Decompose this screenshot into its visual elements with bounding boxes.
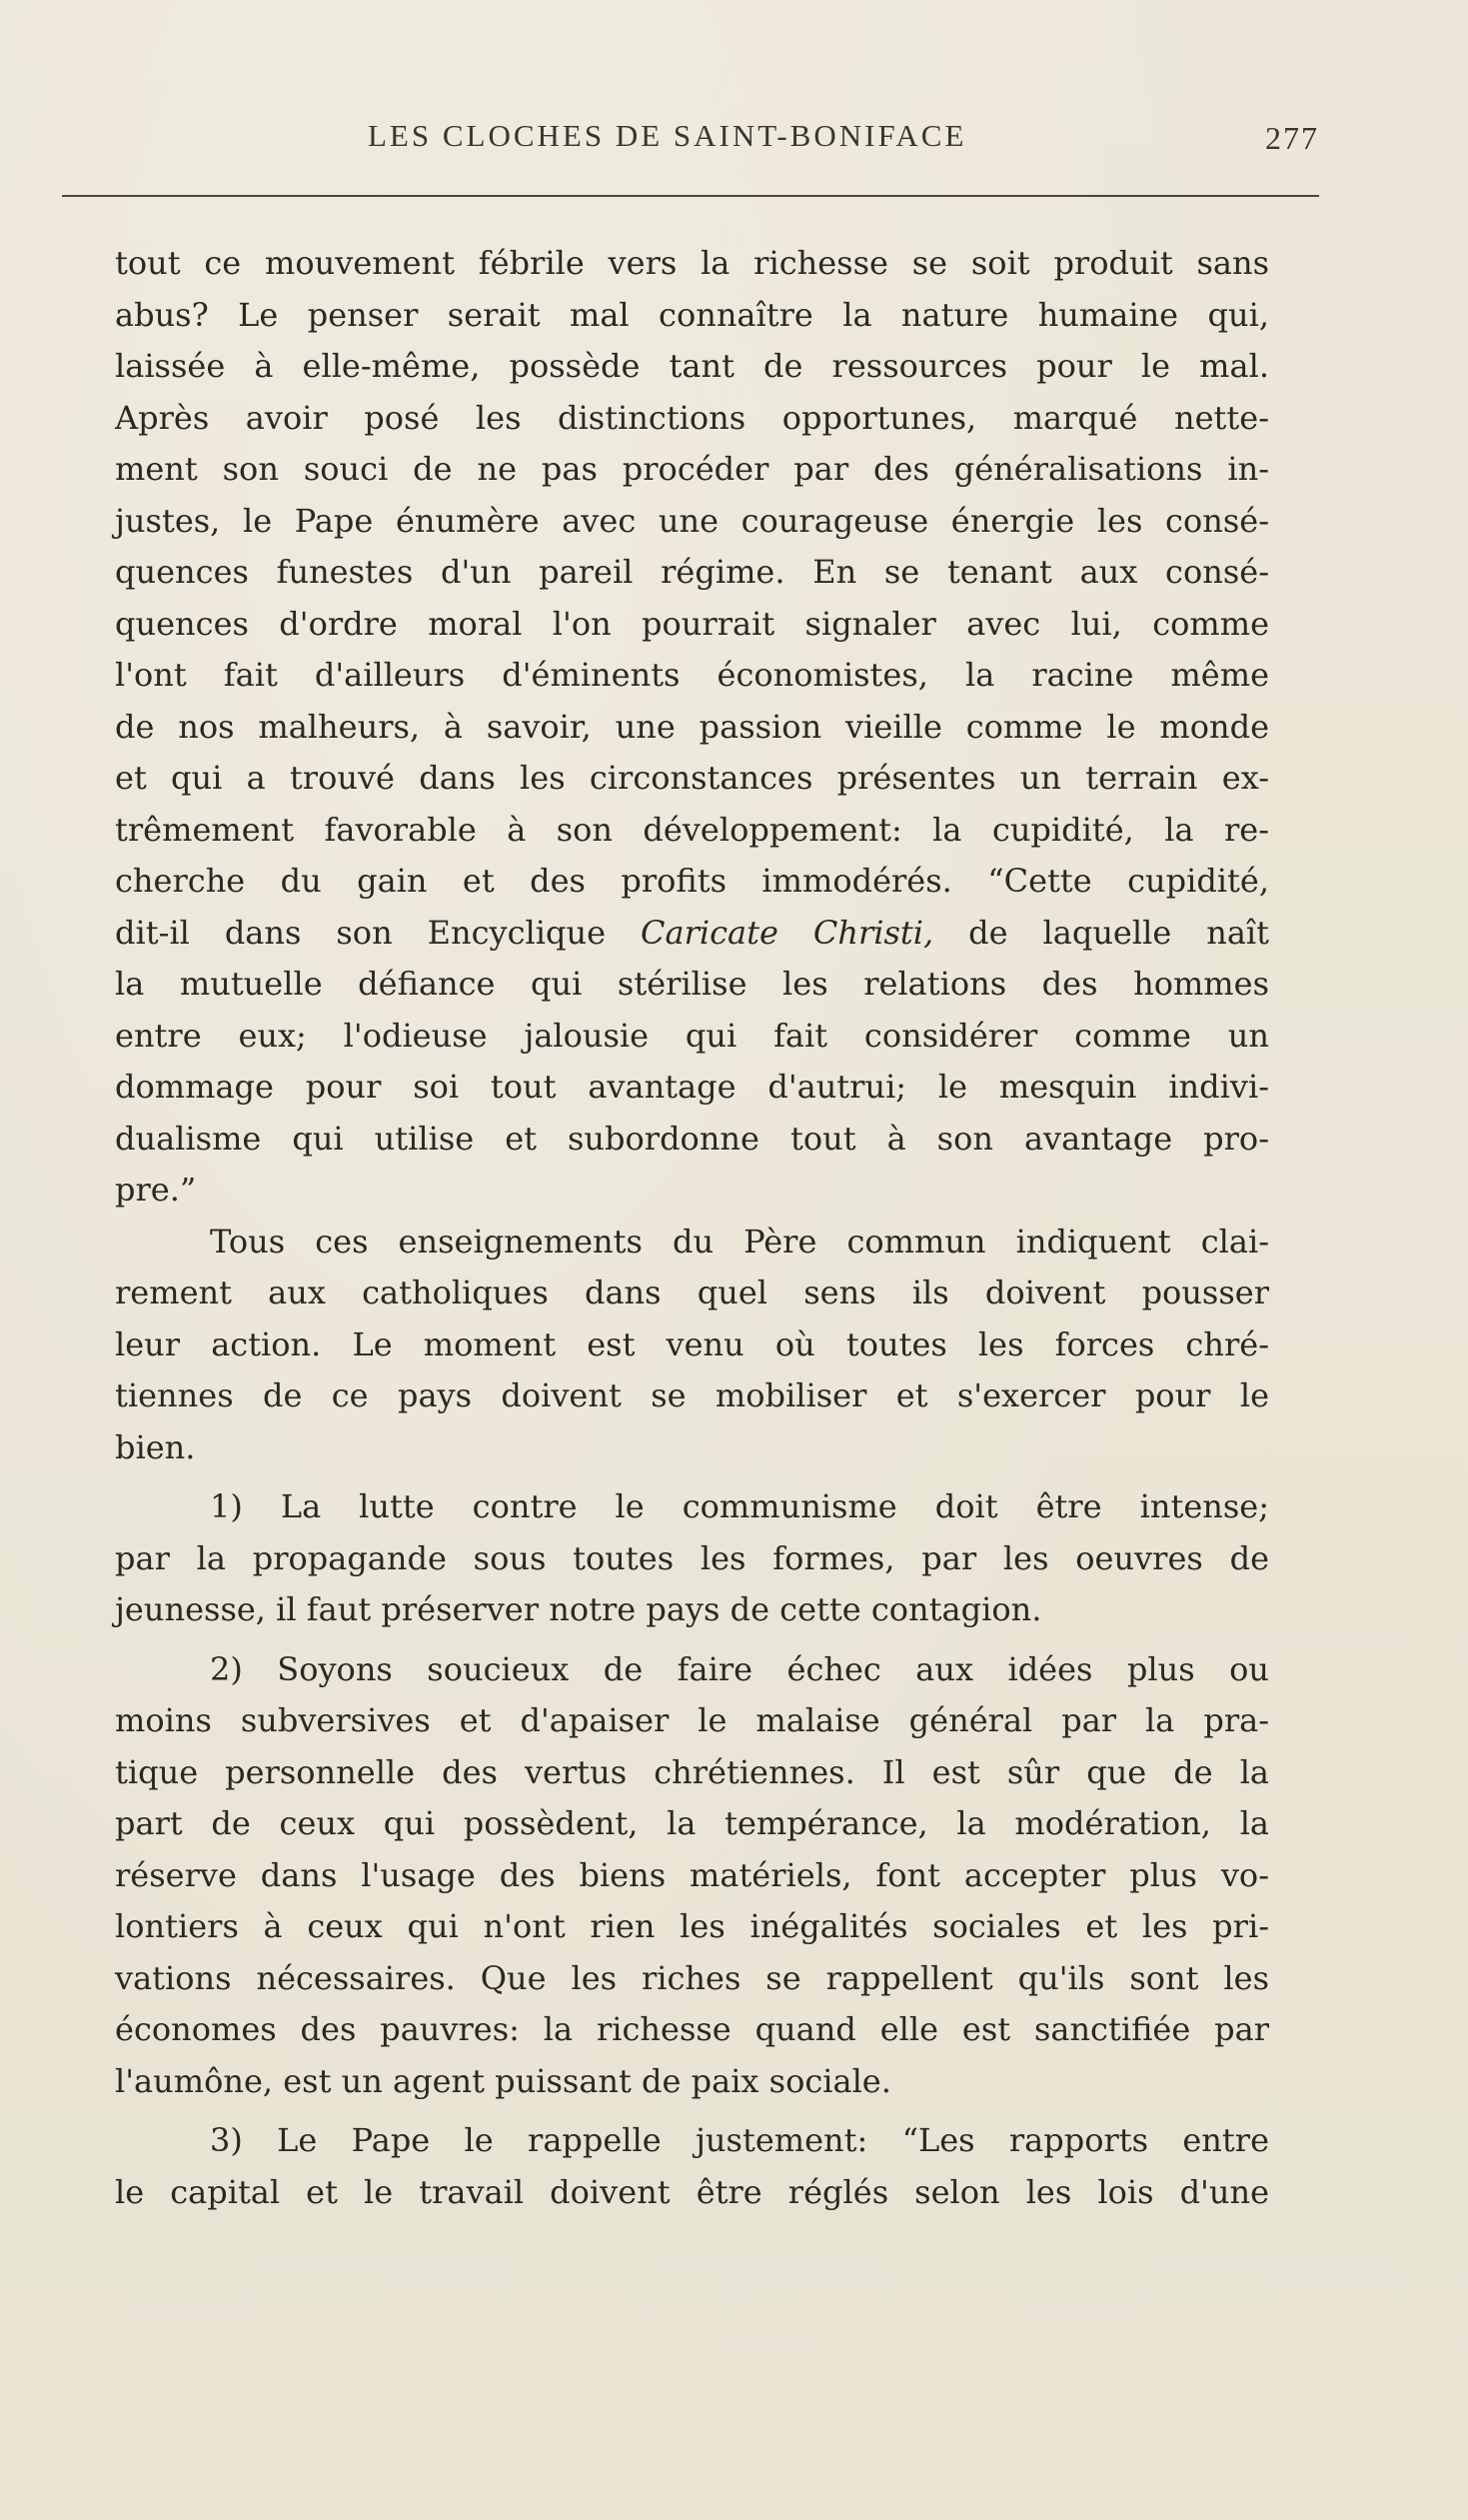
- text-line: Après avoir posé les distinctions opportunes, marqué nette-: [115, 398, 1269, 437]
- text-line: quences funestes d'un pareil régime. En se tenant aux consé-: [115, 553, 1269, 591]
- text-run: dit-il dans son Encyclique: [115, 913, 641, 952]
- text-line: pre.”: [115, 1171, 197, 1209]
- text-line: justes, le Pape énumère avec une courageuse énergie les consé-: [115, 501, 1269, 540]
- encyclical-title: Caricate Christi,: [641, 913, 934, 952]
- header-rule: [62, 195, 1319, 197]
- paragraph-continuation: [115, 238, 1269, 1217]
- paragraph-gap: [115, 2107, 1269, 2115]
- text-line: tout ce mouvement fébrile vers la richesse se soit produit sans: [115, 244, 1269, 282]
- text-line: de nos malheurs, à savoir, une passion vieille comme le monde: [115, 707, 1269, 746]
- text-line: entre eux; l'odieuse jalousie qui fait considérer comme un: [115, 1016, 1269, 1055]
- text-line: et qui a trouvé dans les circonstances présentes un terrain ex-: [115, 759, 1269, 797]
- text-line: vations nécessaires. Que les riches se rappellent qu'ils sont les: [115, 1958, 1269, 1997]
- text-line: quences d'ordre moral l'on pourrait signaler avec lui, comme: [115, 604, 1269, 643]
- text-line: par la propagande sous toutes les formes, par les oeuvres de: [115, 1538, 1269, 1577]
- text-line: abus? Le penser serait mal connaître la nature humaine qui,: [115, 295, 1269, 334]
- text-line: lontiers à ceux qui n'ont rien les inégalités sociales et les pri-: [115, 1907, 1269, 1945]
- numbered-paragraph-1: [115, 1481, 1269, 1636]
- text-line: jeunesse, il faut préserver notre pays de cette contagion.: [115, 1590, 1042, 1628]
- text-line: 3) Le Pape le rappelle justement: “Les rapports entre: [210, 2121, 1269, 2159]
- page-number: 277: [1265, 120, 1319, 156]
- text-line: tiennes de ce pays doivent se mobiliser et s'exercer pour le: [115, 1376, 1269, 1414]
- running-head: [118, 118, 1317, 158]
- paragraph-gap: [115, 1473, 1269, 1481]
- text-line-with-italic: [115, 908, 1269, 960]
- running-title: LES CLOCHES DE SAINT-BONIFACE: [368, 118, 967, 153]
- text-line: tique personnelle des vertus chrétiennes. Il est sûr que de la: [115, 1752, 1269, 1791]
- text-line: Tous ces enseignements du Père commun indiquent clai-: [210, 1222, 1269, 1260]
- text-line: dualisme qui utilise et subordonne tout à son avantage pro-: [115, 1119, 1269, 1158]
- text-run: de laquelle naît: [933, 913, 1270, 952]
- text-line: le capital et le travail doivent être réglés selon les lois d'une: [115, 2172, 1269, 2211]
- text-line: l'ont fait d'ailleurs d'éminents économistes, la racine même: [115, 656, 1269, 694]
- text-line: trêmement favorable à son développement: la cupidité, la re-: [115, 810, 1269, 849]
- paragraph: [115, 1217, 1269, 1474]
- text-line: dommage pour soi tout avantage d'autrui; le mesquin indivi-: [115, 1068, 1269, 1106]
- body-text: [115, 238, 1269, 2218]
- text-line: l'aumône, est un agent puissant de paix sociale.: [115, 2061, 891, 2100]
- numbered-paragraph-3: [115, 2115, 1269, 2218]
- text-line: laissée à elle-même, possède tant de ressources pour le mal.: [115, 347, 1269, 385]
- text-line: la mutuelle défiance qui stérilise les relations des hommes: [115, 965, 1269, 1003]
- numbered-paragraph-2: [115, 1644, 1269, 2108]
- text-line: ment son souci de ne pas procéder par des généralisations in-: [115, 450, 1269, 488]
- text-line: économes des pauvres: la richesse quand elle est sanctifiée par: [115, 2010, 1269, 2048]
- text-line: cherche du gain et des profits immodérés. “Cette cupidité,: [115, 862, 1269, 900]
- text-line: 1) La lutte contre le communisme doit être intense;: [210, 1487, 1269, 1525]
- text-line: leur action. Le moment est venu où toutes les forces chré-: [115, 1324, 1269, 1363]
- text-line: bien.: [115, 1427, 196, 1466]
- text-line: moins subversives et d'apaiser le malaise général par la pra-: [115, 1701, 1269, 1739]
- paragraph-gap: [115, 1636, 1269, 1644]
- text-line: rement aux catholiques dans quel sens ils doivent pousser: [115, 1273, 1269, 1311]
- text-line: part de ceux qui possèdent, la tempérance, la modération, la: [115, 1804, 1269, 1842]
- text-line: 2) Soyons soucieux de faire échec aux idées plus ou: [210, 1649, 1269, 1688]
- text-line: réserve dans l'usage des biens matériels, font accepter plus vo-: [115, 1855, 1269, 1894]
